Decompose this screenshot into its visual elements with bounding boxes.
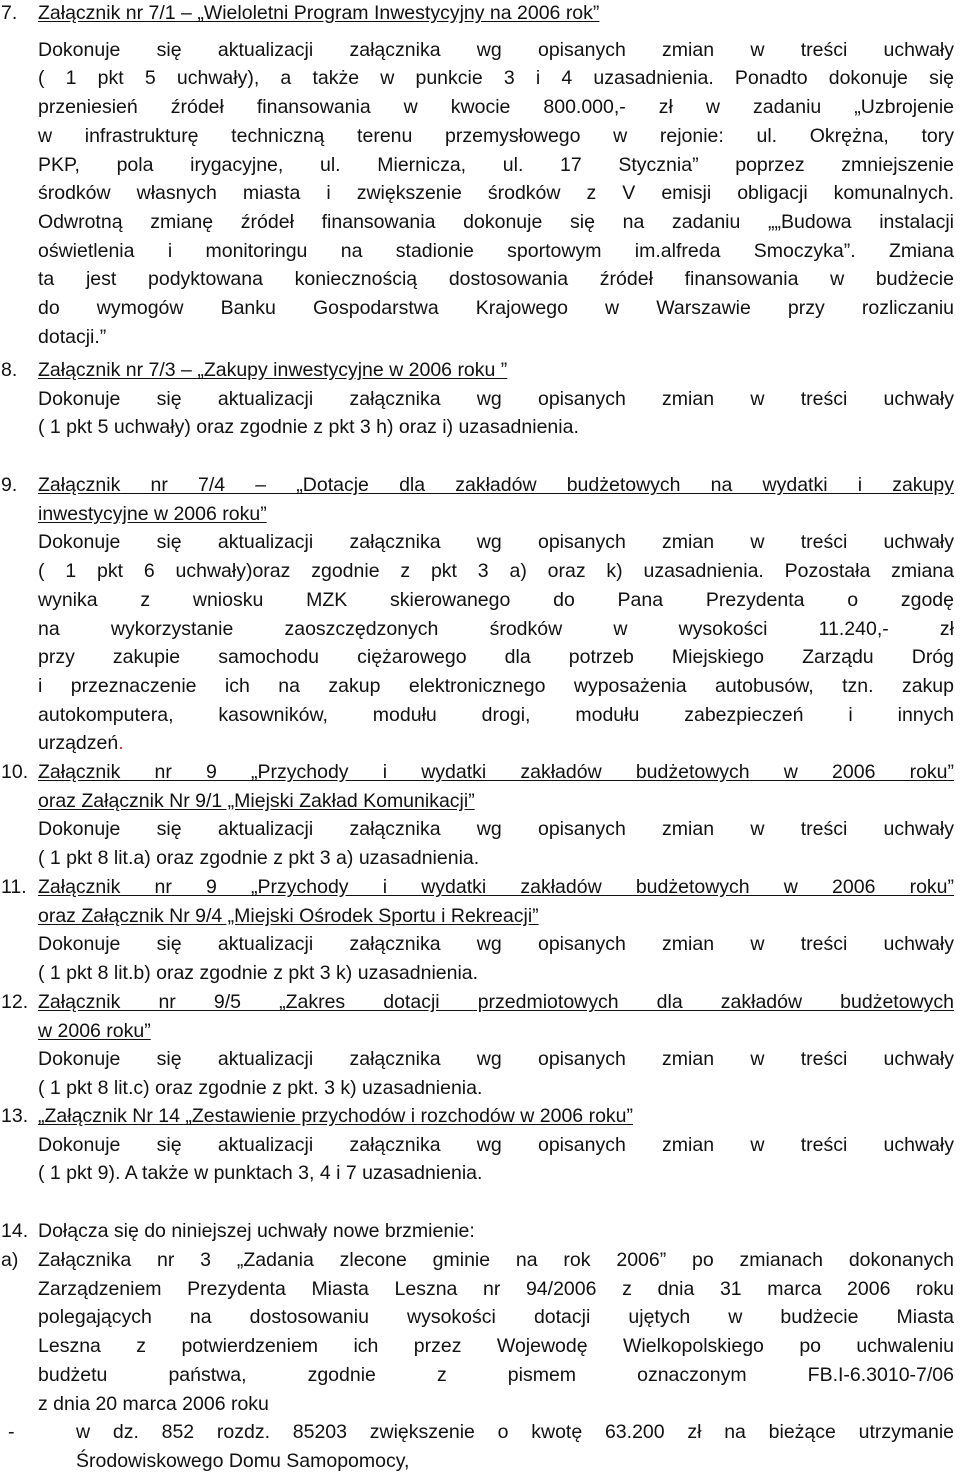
- text-line: ( 1 pkt 5 uchwały), a także w punkcie 3 i 4 uzasadnienia. Ponadto dokonuje się: [38, 67, 954, 90]
- item-number: 8.: [1, 359, 18, 381]
- text-line: i przeznaczenie ich na zakup elektronicznego wyposażenia autobusów, tzn. zakup: [38, 674, 954, 697]
- text-line: przy zakupie samochodu ciężarowego dla potrzeb Miejskiego Zarządu Dróg: [38, 646, 954, 669]
- text-span: urządzeń: [38, 732, 119, 755]
- text-line: wynika z wniosku MZK skierowanego do Pana Prezydenta o zgodę: [38, 588, 954, 611]
- text-line: ( 1 pkt 8 lit.b) oraz zgodnie z pkt 3 k) uzasadnienia.: [38, 962, 479, 985]
- text-line: środków własnych miasta i zwiększenie środków z V emisji obligacji komunalnych.: [38, 182, 954, 205]
- text-line: ( 1 pkt 9). A także w punktach 3, 4 i 7 uzasadnienia.: [38, 1162, 483, 1185]
- list-item-a: [0, 1246, 960, 1418]
- text-line: na wykorzystanie zaoszczędzonych środków w wysokości 11.240,- zł: [38, 617, 954, 640]
- text-line: do wymogów Banku Gospodarstwa Krajowego w Warszawie przy rozliczaniu: [38, 297, 954, 320]
- text-line: polegających na dostosowaniu wysokości dotacji ujętych w budżecie Miasta: [38, 1306, 954, 1329]
- text-line: Dokonuje się aktualizacji załącznika wg opisanych zmian w treści uchwały: [38, 933, 954, 956]
- item-heading: Załącznik nr 7/4 – „Dotacje dla zakładów budżetowych na wydatki i zakupy: [38, 474, 954, 496]
- item-heading: inwestycyjne w 2006 roku”: [38, 502, 267, 525]
- text-line: Dokonuje się aktualizacji załącznika wg opisanych zmian w treści uchwały: [38, 531, 954, 554]
- text-line: ta jest podyktowana koniecznością dostosowania źródeł finansowania w budżecie: [38, 268, 954, 291]
- text-line: Dokonuje się aktualizacji załącznika wg opisanych zmian w treści uchwały: [38, 387, 954, 410]
- list-item-11: [0, 873, 960, 988]
- text-line: Środowiskowego Domu Samopomocy,: [76, 1449, 410, 1472]
- item-heading: w 2006 roku”: [38, 1019, 151, 1042]
- item-number: 13.: [1, 1105, 29, 1127]
- text-line: budżetu państwa, zgodnie z pismem oznaczonym FB.I-6.3010-7/06: [38, 1363, 954, 1386]
- item-heading: „Załącznik Nr 14 „Zestawienie przychodów i rozchodów w 2006 roku”: [38, 1105, 633, 1127]
- dash-bullet: -: [8, 1421, 15, 1443]
- list-item-10: [0, 758, 960, 873]
- item-number: 9.: [1, 474, 18, 496]
- text-line: w dz. 852 rozdz. 85203 zwiększenie o kwotę 63.200 zł na bieżące utrzymanie: [76, 1421, 954, 1443]
- text-line: ( 1 pkt 5 uchwały) oraz zgodnie z pkt 3 h) oraz i) uzasadnienia.: [38, 416, 579, 439]
- list-item-8: [0, 356, 960, 442]
- item-number: 14.: [1, 1220, 29, 1242]
- text-line: Zarządzeniem Prezydenta Miasta Leszna nr 94/2006 z dnia 31 marca 2006 roku: [38, 1277, 954, 1300]
- text-line: dotacji.”: [38, 325, 107, 348]
- text-line: Załącznika nr 3 „Zadania zlecone gminie na rok 2006” po zmianach dokonanych: [38, 1249, 954, 1271]
- item-number: 10.: [1, 761, 29, 783]
- text-line: w infrastrukturę techniczną terenu przemysłowego w rejonie: ul. Okrężna, tory: [38, 124, 954, 147]
- text-line: Dokonuje się aktualizacji załącznika wg opisanych zmian w treści uchwały: [38, 1048, 954, 1071]
- item-heading: Załącznik nr 7/3 – „Zakupy inwestycyjne w 2006 roku ”: [38, 359, 508, 381]
- list-item-7: [0, 0, 960, 351]
- text-line: ( 1 pkt 6 uchwały)oraz zgodnie z pkt 3 a) oraz k) uzasadnienia. Pozostała zmiana: [38, 560, 954, 583]
- list-item-14: [0, 1217, 960, 1246]
- list-item-13: [0, 1102, 960, 1188]
- text-line: Odwrotną zmianę źródeł finansowania dokonuje się na zadaniu „„Budowa instalacji: [38, 210, 954, 233]
- text-line: Dołącza się do niniejszej uchwały nowe brzmienie:: [38, 1220, 475, 1242]
- list-item-9: [0, 471, 960, 758]
- text-line: Leszna z potwierdzeniem ich przez Wojewodę Wielkopolskiego po uchwaleniu: [38, 1335, 954, 1358]
- red-period: .: [118, 732, 124, 755]
- item-number: 7.: [1, 2, 18, 24]
- item-number: 12.: [1, 991, 29, 1013]
- item-heading: Załącznik nr 7/1 – „Wieloletni Program Inwestycyjny na 2006 rok”: [38, 2, 600, 24]
- item-number: a): [1, 1249, 19, 1271]
- text-line: autokomputera, kasowników, modułu drogi, modułu zabezpieczeń i innych: [38, 703, 954, 726]
- item-heading: oraz Załącznik Nr 9/1 „Miejski Zakład Komunikacji”: [38, 789, 475, 812]
- text-line: Dokonuje się aktualizacji załącznika wg opisanych zmian w treści uchwały: [38, 1133, 954, 1156]
- item-heading: Załącznik nr 9 „Przychody i wydatki zakładów budżetowych w 2006 roku”: [38, 761, 954, 783]
- list-item-12: [0, 988, 960, 1103]
- text-line: ( 1 pkt 8 lit.a) oraz zgodnie z pkt 3 a) uzasadnienia.: [38, 847, 480, 870]
- text-line: [38, 729, 954, 758]
- text-line: Dokonuje się aktualizacji załącznika wg opisanych zmian w treści uchwały: [38, 38, 954, 61]
- text-line: oświetlenia i monitoringu na stadionie sportowym im.alfreda Smoczyka”. Zmiana: [38, 239, 954, 262]
- item-number: 11.: [1, 876, 27, 898]
- list-item-dash: [0, 1418, 960, 1475]
- item-heading: oraz Załącznik Nr 9/4 „Miejski Ośrodek Sportu i Rekreacji”: [38, 904, 539, 927]
- text-line: Dokonuje się aktualizacji załącznika wg opisanych zmian w treści uchwały: [38, 818, 954, 841]
- item-heading: Załącznik nr 9 „Przychody i wydatki zakładów budżetowych w 2006 roku”: [38, 876, 954, 898]
- text-line: PKP, pola irygacyjne, ul. Miernicza, ul. 17 Stycznia” poprzez zmniejszenie: [38, 153, 954, 176]
- text-line: z dnia 20 marca 2006 roku: [38, 1392, 269, 1415]
- text-line: przeniesień źródeł finansowania w kwocie 800.000,- zł w zadaniu „Uzbrojenie: [38, 96, 954, 119]
- item-heading: Załącznik nr 9/5 „Zakres dotacji przedmiotowych dla zakładów budżetowych: [38, 991, 954, 1013]
- text-line: ( 1 pkt 8 lit.c) oraz zgodnie z pkt. 3 k) uzasadnienia.: [38, 1077, 483, 1100]
